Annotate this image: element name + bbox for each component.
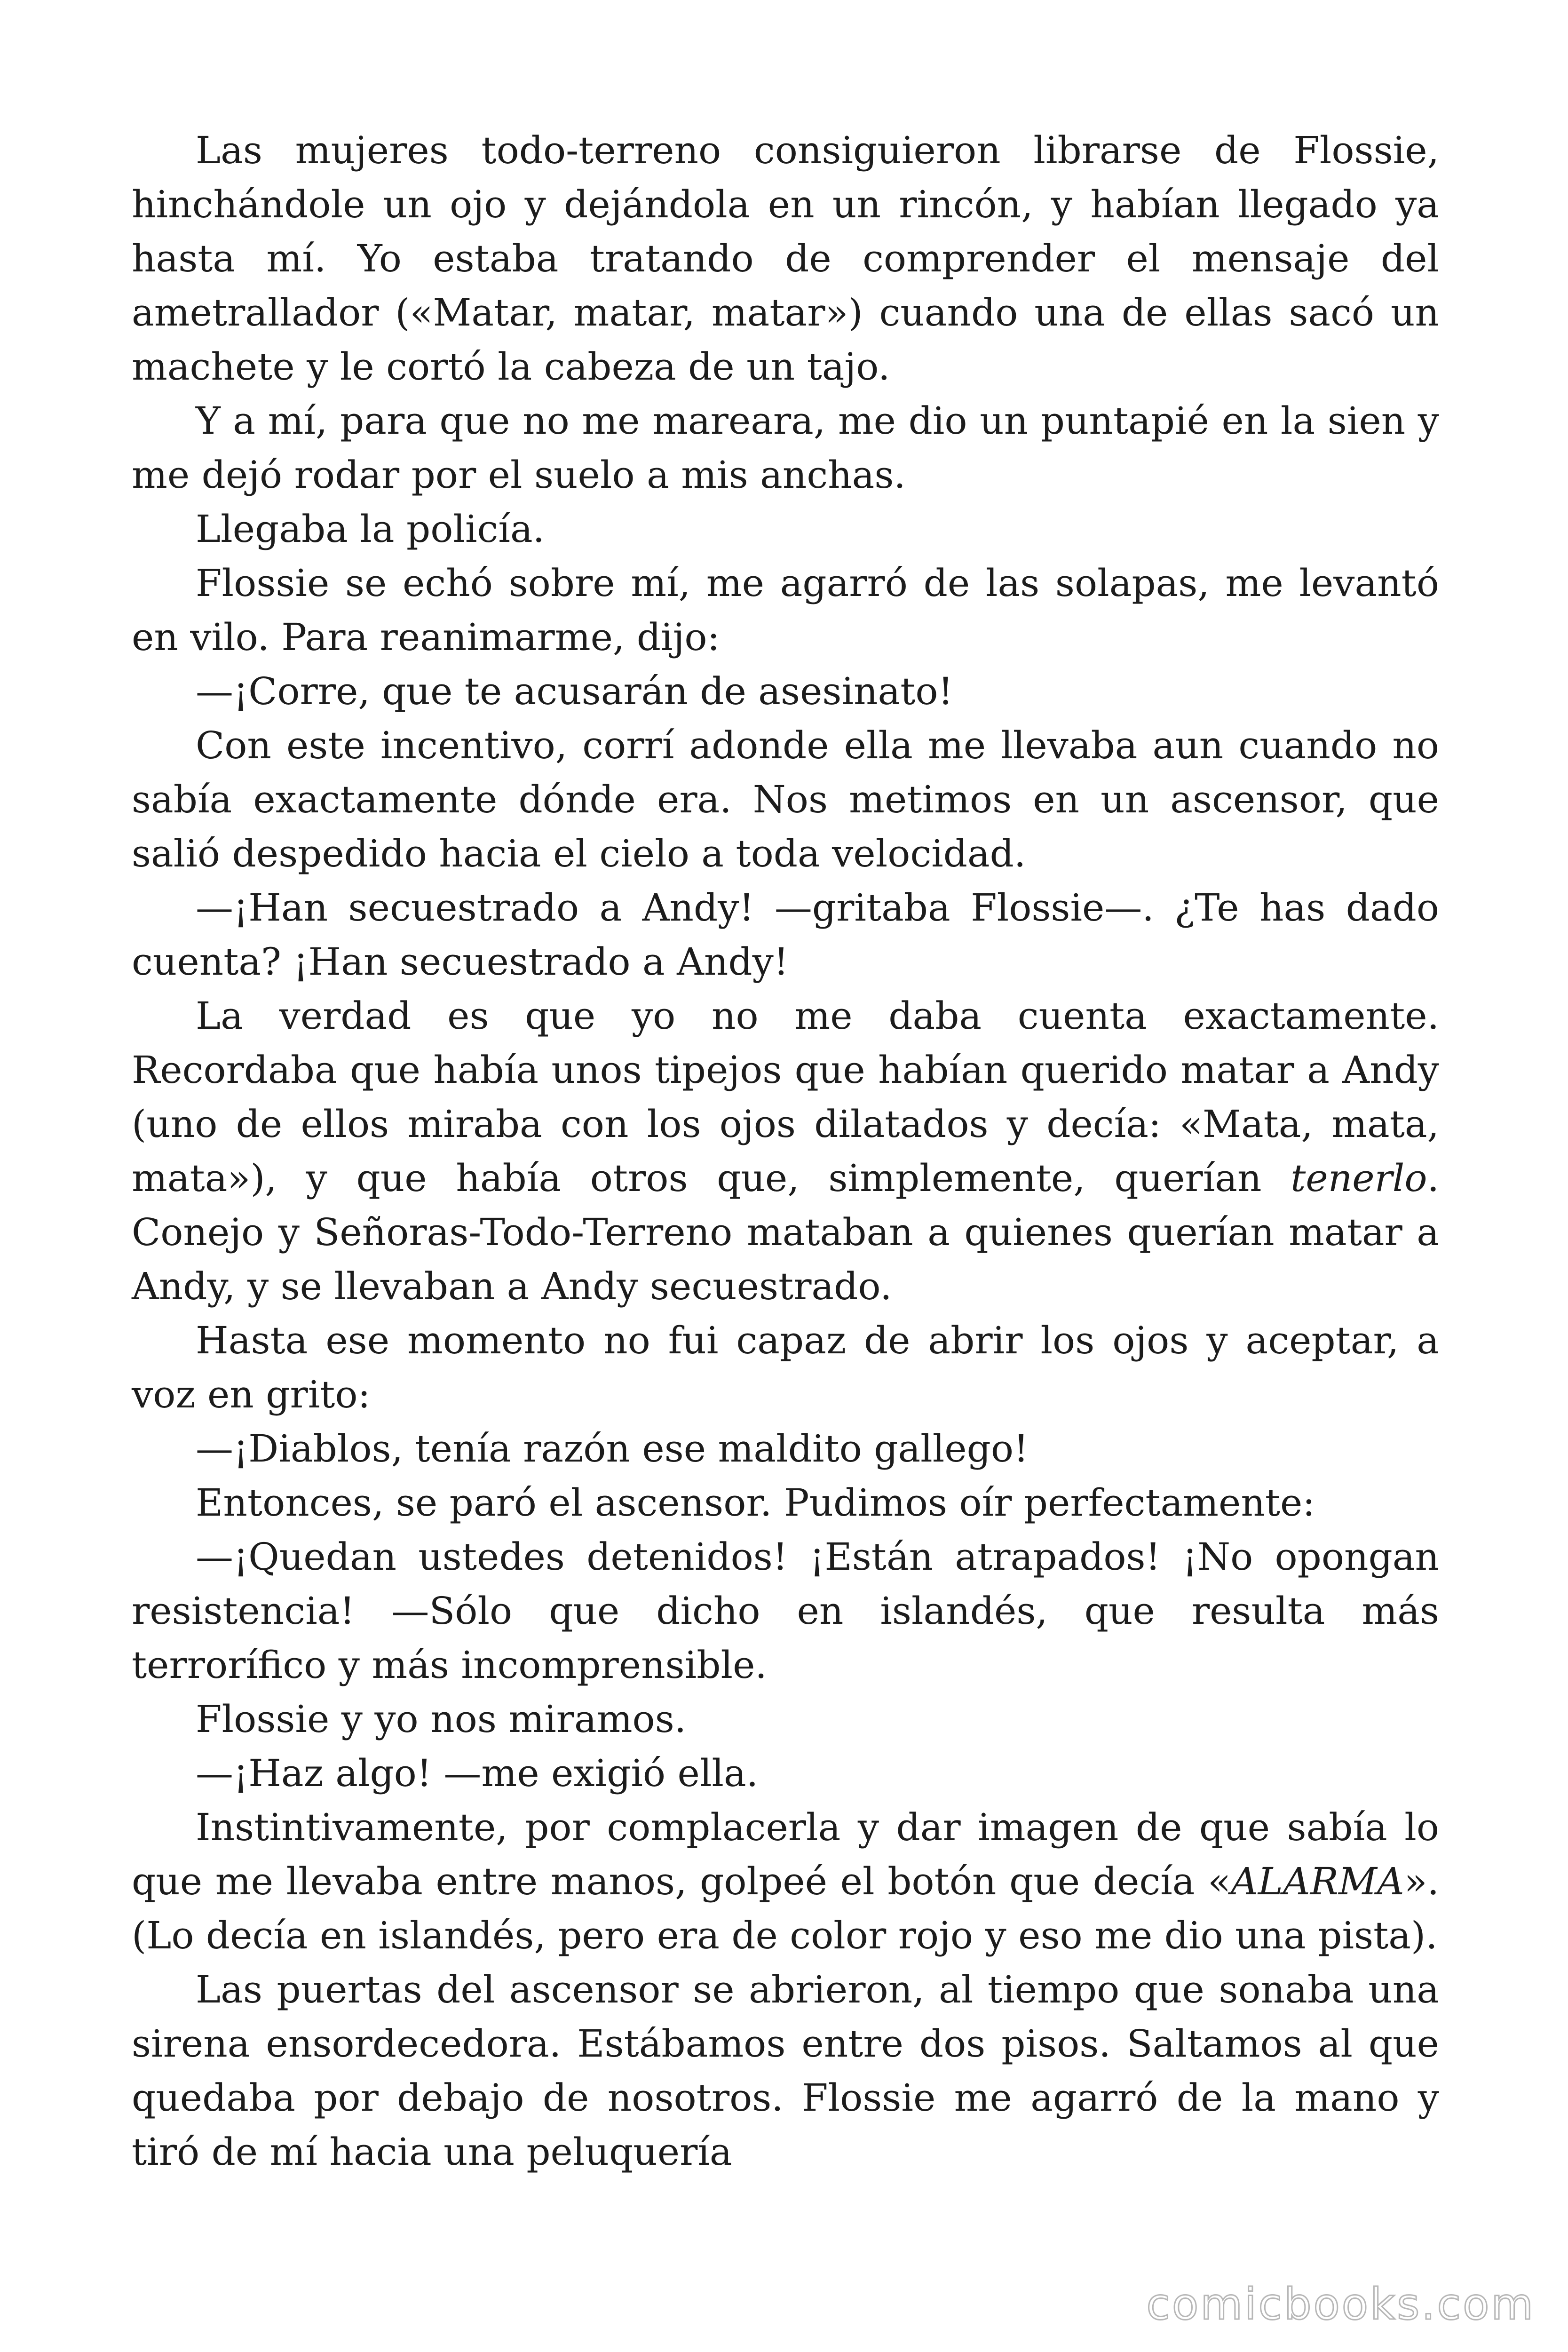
paragraph — [132, 989, 1439, 1313]
page-text — [132, 123, 1439, 2179]
paragraph: Hasta ese momento no fui capaz de abrir los ojos y aceptar, a voz en grito: — [132, 1319, 1439, 1416]
paragraph: Entonces, se paró el ascensor. Pudimos oír perfectamente: — [196, 1481, 1315, 1525]
paragraph: Flossie y yo nos miramos. — [196, 1697, 687, 1741]
paragraph — [132, 1800, 1439, 1963]
paragraph: Y a mí, para que no me mareara, me dio un puntapié en la sien y me dejó rodar por el suelo a mis anchas. — [132, 399, 1439, 497]
emphasized-word: ALARMA — [1231, 1859, 1404, 1903]
paragraph-text: La verdad es que yo no me daba cuenta exactamente. Recordaba que había unos tipejos que habían querido matar a Andy (uno de ellos miraba con los ojos dilatados y decía: «Mata, mata, mata»), y que había otros que, simplemente, querían — [132, 994, 1439, 1200]
dialogue-paragraph: —¡Quedan ustedes detenidos! ¡Están atrapados! ¡No opongan resistencia! —Sólo que dicho en islandés, que resulta más terrorífico y más incomprensible. — [132, 1535, 1439, 1687]
paragraph: Flossie se echó sobre mí, me agarró de las solapas, me levantó en vilo. Para reanimarme, dijo: — [132, 561, 1439, 659]
paragraph: Las puertas del ascensor se abrieron, al tiempo que sonaba una sirena ensordecedora. Estábamos entre dos pisos. Saltamos al que quedaba por debajo de nosotros. Flossie me agarró de la mano y tiró de mí hacia una peluquería — [132, 1968, 1439, 2174]
dialogue-paragraph: —¡Han secuestrado a Andy! —gritaba Flossie—. ¿Te has dado cuenta? ¡Han secuestrado a Andy! — [132, 886, 1439, 984]
dialogue-paragraph: —¡Diablos, tenía razón ese maldito gallego! — [196, 1427, 1029, 1470]
watermark: comicbooks.com — [1146, 2279, 1535, 2329]
paragraph-text: Instintivamente, por complacerla y dar imagen de que sabía lo que me llevaba entre manos, golpeé el botón que decía « — [132, 1805, 1439, 1903]
paragraph: Con este incentivo, corrí adonde ella me llevaba aun cuando no sabía exactamente dónde era. Nos metimos en un ascensor, que salió despedido hacia el cielo a toda velocidad. — [132, 723, 1439, 875]
paragraph: Llegaba la policía. — [196, 507, 545, 551]
paragraph-text: . Conejo y Señoras-Todo-Terreno mataban a quienes querían matar a Andy, y se llevaban a Andy secuestrado. — [132, 1156, 1439, 1308]
dialogue-paragraph: —¡Haz algo! —me exigió ella. — [196, 1751, 759, 1795]
dialogue-paragraph: —¡Corre, que te acusarán de asesinato! — [196, 669, 953, 713]
emphasized-word: tenerlo — [1291, 1156, 1427, 1200]
paragraph: Las mujeres todo-terreno consiguieron librarse de Flossie, hinchándole un ojo y dejándola en un rincón, y habían llegado ya hasta mí. Yo estaba tratando de comprender el mensaje del ametrallador («Matar, matar, matar») cuando una de ellas sacó un machete y le cortó la cabeza de un tajo. — [132, 128, 1439, 389]
paragraph-text: ». (Lo decía en islandés, pero era de color rojo y eso me dio una pista). — [132, 1859, 1439, 1957]
